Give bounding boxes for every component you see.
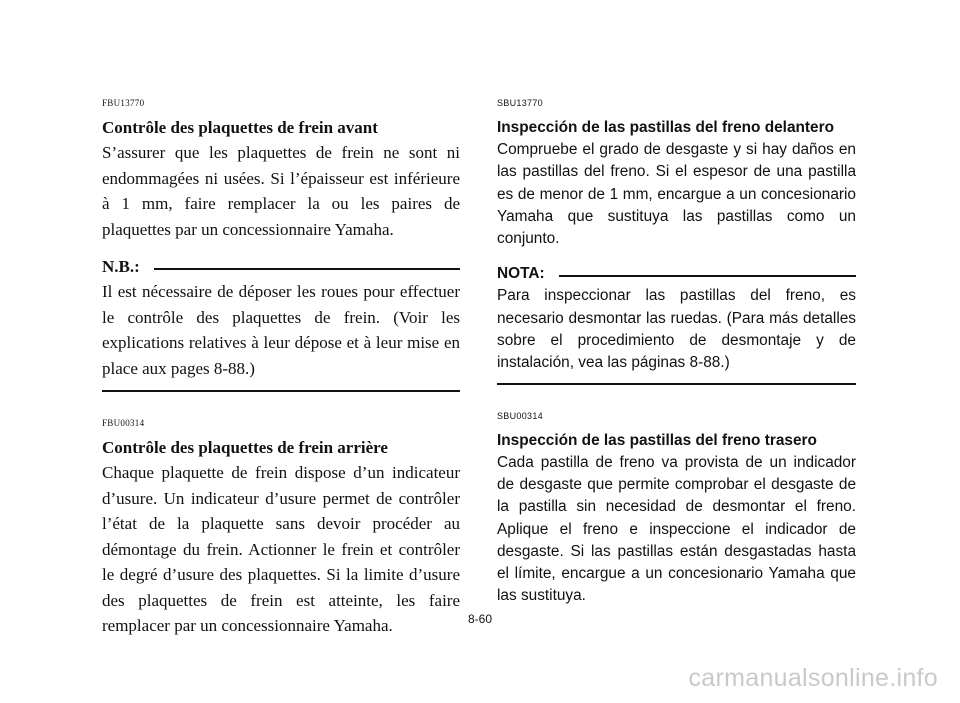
- section-title: Contrôle des plaquettes de frein avant: [102, 118, 378, 137]
- section-code: SBU00314: [497, 410, 543, 421]
- rear-section: [102, 418, 460, 639]
- note-header: [102, 255, 460, 279]
- page-number: 8-60: [467, 612, 493, 626]
- note-header: [497, 263, 856, 285]
- section-code: SBU13770: [497, 98, 543, 108]
- note-label: NOTA:: [497, 265, 545, 283]
- note-divider: [154, 268, 460, 270]
- section-body: Cada pastilla de freno va provista de un indicador de desgaste que permite comprobar el desgaste de la pastilla sin necesidad de desmontar el freno. Aplique el freno e inspeccione el indicador de desgaste. Si las pastillas están desgastadas hasta el límite, encargue a un concesionario Yamaha que las sustituya.: [497, 453, 856, 605]
- note-body: Il est nécessaire de déposer les roues pour effectuer le contrôle des plaquettes de frein. (Voir les explications relatives à leur dépose et à leur mise en place aux pages 8-88.): [102, 282, 460, 378]
- note-end-rule: [102, 390, 460, 392]
- note-label: N.B.:: [102, 257, 140, 276]
- section-code: FBU00314: [102, 418, 145, 428]
- section-title: Inspección de las pastillas del freno delantero: [497, 119, 834, 136]
- section-body: Compruebe el grado de desgaste y si hay daños en las pastillas del freno. Si el espesor de una pastilla es de menor de 1 mm, encargue a un concesionario Yamaha que sustituya las pastillas como un conjunto.: [497, 141, 856, 248]
- rear-section: [497, 411, 856, 608]
- section-title: Inspección de las pastillas del freno trasero: [497, 431, 817, 449]
- note-divider: [559, 275, 856, 277]
- section-title: Contrôle des plaquettes de frein arrière: [102, 438, 388, 457]
- watermark: carmanualsonline.info: [688, 664, 938, 692]
- spanish-column: [497, 98, 856, 608]
- section-body: S’assurer que les plaquettes de frein ne sont ni endommagées ni usées. Si l’épaisseur est inférieure à 1 mm, faire remplacer la ou les paires de plaquettes par un concessionnaire Yamaha.: [102, 143, 460, 239]
- section-body: Chaque plaquette de frein dispose d’un indicateur d’usure. Un indicateur d’usure permet de contrôler l’état de la plaquette sans devoir procéder au démontage du frein. Actionner le frein et contrôler le degré d’usure des plaquettes. Si la limite d’usure des plaquettes de frein est atteinte, les faire remplacer par un concessionnaire Yamaha.: [102, 463, 460, 635]
- french-column: [102, 98, 460, 639]
- note-end-rule: [497, 383, 856, 385]
- note-body: Para inspeccionar las pastillas del freno, es necesario desmontar las ruedas. (Para más detalles sobre el procedimiento de desmontaje y de instalación, vea las páginas 8-88.): [497, 287, 856, 372]
- section-code: FBU13770: [102, 98, 145, 108]
